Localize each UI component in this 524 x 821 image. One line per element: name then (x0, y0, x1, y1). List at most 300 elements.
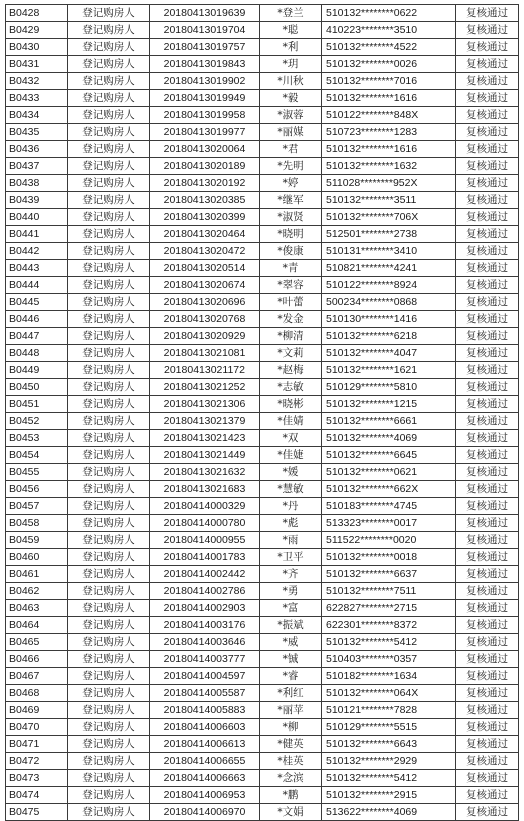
buyer-type-cell: 登记购房人 (68, 736, 150, 753)
table-row (6, 260, 519, 277)
registration-number-cell: 20180413019843 (150, 56, 260, 73)
name-cell: *继军 (260, 192, 322, 209)
serial-cell: B0448 (6, 345, 68, 362)
name-cell: *鹏 (260, 787, 322, 804)
table-row (6, 379, 519, 396)
serial-cell: B0469 (6, 702, 68, 719)
review-status-cell: 复核通过 (456, 532, 519, 549)
buyer-type-cell: 登记购房人 (68, 311, 150, 328)
table-row (6, 192, 519, 209)
review-status-cell: 复核通过 (456, 685, 519, 702)
serial-cell: B0442 (6, 243, 68, 260)
id-number-cell: 512501********2738 (322, 226, 456, 243)
table-row (6, 294, 519, 311)
table-row (6, 719, 519, 736)
buyer-type-cell: 登记购房人 (68, 56, 150, 73)
name-cell: *丽媒 (260, 124, 322, 141)
name-cell: *健英 (260, 736, 322, 753)
registration-number-cell: 20180413021449 (150, 447, 260, 464)
id-number-cell: 511522********0020 (322, 532, 456, 549)
name-cell: *丹 (260, 498, 322, 515)
buyer-type-cell: 登记购房人 (68, 498, 150, 515)
table-row (6, 311, 519, 328)
serial-cell: B0455 (6, 464, 68, 481)
registration-number-cell: 20180414004597 (150, 668, 260, 685)
serial-cell: B0462 (6, 583, 68, 600)
id-number-cell: 510132********0621 (322, 464, 456, 481)
name-cell: *慧敏 (260, 481, 322, 498)
id-number-cell: 510182********1634 (322, 668, 456, 685)
buyer-type-cell: 登记购房人 (68, 73, 150, 90)
serial-cell: B0429 (6, 22, 68, 39)
id-number-cell: 510132********4522 (322, 39, 456, 56)
table-row (6, 413, 519, 430)
buyer-type-cell: 登记购房人 (68, 90, 150, 107)
table-row (6, 481, 519, 498)
table-row (6, 515, 519, 532)
id-number-cell: 510723********1283 (322, 124, 456, 141)
buyer-type-cell: 登记购房人 (68, 413, 150, 430)
buyer-type-cell: 登记购房人 (68, 481, 150, 498)
serial-cell: B0440 (6, 209, 68, 226)
review-status-cell: 复核通过 (456, 566, 519, 583)
id-number-cell: 510132********2915 (322, 787, 456, 804)
serial-cell: B0454 (6, 447, 68, 464)
table-row (6, 22, 519, 39)
name-cell: *睿 (260, 668, 322, 685)
buyer-type-cell: 登记购房人 (68, 175, 150, 192)
buyer-type-cell: 登记购房人 (68, 294, 150, 311)
review-status-cell: 复核通过 (456, 107, 519, 124)
table-row (6, 702, 519, 719)
id-number-cell: 510183********4745 (322, 498, 456, 515)
name-cell: *先明 (260, 158, 322, 175)
table-row (6, 345, 519, 362)
id-number-cell: 510132********0018 (322, 549, 456, 566)
serial-cell: B0472 (6, 753, 68, 770)
serial-cell: B0468 (6, 685, 68, 702)
review-status-cell: 复核通过 (456, 124, 519, 141)
serial-cell: B0459 (6, 532, 68, 549)
buyer-type-cell: 登记购房人 (68, 787, 150, 804)
name-cell: *晓明 (260, 226, 322, 243)
table-row (6, 328, 519, 345)
id-number-cell: 510132********6637 (322, 566, 456, 583)
id-number-cell: 622301********8372 (322, 617, 456, 634)
serial-cell: B0450 (6, 379, 68, 396)
id-number-cell: 510132********4047 (322, 345, 456, 362)
name-cell: *利 (260, 39, 322, 56)
review-status-cell: 复核通过 (456, 583, 519, 600)
buyer-type-cell: 登记购房人 (68, 685, 150, 702)
serial-cell: B0444 (6, 277, 68, 294)
id-number-cell: 510132********0026 (322, 56, 456, 73)
id-number-cell: 510132********5412 (322, 634, 456, 651)
buyer-type-cell: 登记购房人 (68, 22, 150, 39)
review-status-cell: 复核通过 (456, 600, 519, 617)
registration-number-cell: 20180413021306 (150, 396, 260, 413)
serial-cell: B0439 (6, 192, 68, 209)
registration-number-cell: 20180414002903 (150, 600, 260, 617)
buyer-type-cell: 登记购房人 (68, 464, 150, 481)
id-number-cell: 510821********4241 (322, 260, 456, 277)
name-cell: *彪 (260, 515, 322, 532)
id-number-cell: 500234********0868 (322, 294, 456, 311)
serial-cell: B0428 (6, 5, 68, 22)
serial-cell: B0466 (6, 651, 68, 668)
registration-number-cell: 20180413021252 (150, 379, 260, 396)
serial-cell: B0453 (6, 430, 68, 447)
table-row (6, 175, 519, 192)
registration-number-cell: 20180414006970 (150, 804, 260, 821)
name-cell: *晓彬 (260, 396, 322, 413)
registration-number-cell: 20180414005883 (150, 702, 260, 719)
table-row (6, 634, 519, 651)
registration-number-cell: 20180413021632 (150, 464, 260, 481)
id-number-cell: 510132********1616 (322, 141, 456, 158)
table-row (6, 277, 519, 294)
table-row (6, 464, 519, 481)
id-number-cell: 510129********5515 (322, 719, 456, 736)
registration-number-cell: 20180413019704 (150, 22, 260, 39)
buyer-type-cell: 登记购房人 (68, 515, 150, 532)
review-status-cell: 复核通过 (456, 787, 519, 804)
name-cell: *翠容 (260, 277, 322, 294)
registration-number-cell: 20180413019902 (150, 73, 260, 90)
table-row (6, 124, 519, 141)
review-status-cell: 复核通过 (456, 192, 519, 209)
serial-cell: B0467 (6, 668, 68, 685)
id-number-cell: 511028********952X (322, 175, 456, 192)
table-row (6, 787, 519, 804)
serial-cell: B0452 (6, 413, 68, 430)
review-status-cell: 复核通过 (456, 158, 519, 175)
name-cell: *文莉 (260, 345, 322, 362)
buyer-type-cell: 登记购房人 (68, 362, 150, 379)
review-status-cell: 复核通过 (456, 345, 519, 362)
id-number-cell: 622827********2715 (322, 600, 456, 617)
buyer-type-cell: 登记购房人 (68, 668, 150, 685)
review-status-cell: 复核通过 (456, 73, 519, 90)
registration-number-cell: 20180414006655 (150, 753, 260, 770)
registration-number-cell: 20180413020192 (150, 175, 260, 192)
table-row (6, 498, 519, 515)
buyer-type-cell: 登记购房人 (68, 158, 150, 175)
registration-number-cell: 20180414005587 (150, 685, 260, 702)
name-cell: *发金 (260, 311, 322, 328)
name-cell: *聪 (260, 22, 322, 39)
registration-number-cell: 20180414001783 (150, 549, 260, 566)
id-number-cell: 510132********3511 (322, 192, 456, 209)
id-number-cell: 410223********3510 (322, 22, 456, 39)
id-number-cell: 513323********0017 (322, 515, 456, 532)
id-number-cell: 510132********6661 (322, 413, 456, 430)
name-cell: *卫平 (260, 549, 322, 566)
serial-cell: B0461 (6, 566, 68, 583)
buyer-type-cell: 登记购房人 (68, 243, 150, 260)
registration-number-cell: 20180414000780 (150, 515, 260, 532)
registration-number-cell: 20180413021423 (150, 430, 260, 447)
name-cell: *振斌 (260, 617, 322, 634)
serial-cell: B0447 (6, 328, 68, 345)
table-row (6, 804, 519, 821)
buyer-type-cell: 登记购房人 (68, 430, 150, 447)
table-row (6, 685, 519, 702)
name-cell: *叶蕾 (260, 294, 322, 311)
name-cell: *雨 (260, 532, 322, 549)
buyer-type-cell: 登记购房人 (68, 124, 150, 141)
table-row (6, 566, 519, 583)
serial-cell: B0456 (6, 481, 68, 498)
table-row (6, 532, 519, 549)
registration-number-cell: 20180413020514 (150, 260, 260, 277)
review-status-cell: 复核通过 (456, 56, 519, 73)
serial-cell: B0465 (6, 634, 68, 651)
buyer-type-cell: 登记购房人 (68, 770, 150, 787)
table-row (6, 770, 519, 787)
review-status-cell: 复核通过 (456, 277, 519, 294)
review-status-cell: 复核通过 (456, 804, 519, 821)
buyer-type-cell: 登记购房人 (68, 634, 150, 651)
review-status-cell: 复核通过 (456, 481, 519, 498)
buyer-type-cell: 登记购房人 (68, 277, 150, 294)
serial-cell: B0445 (6, 294, 68, 311)
registration-number-cell: 20180414006663 (150, 770, 260, 787)
review-status-cell: 复核通过 (456, 362, 519, 379)
buyer-type-cell: 登记购房人 (68, 617, 150, 634)
table-row (6, 617, 519, 634)
id-number-cell: 510132********7511 (322, 583, 456, 600)
table-row (6, 753, 519, 770)
table-row (6, 362, 519, 379)
name-cell: *桂英 (260, 753, 322, 770)
serial-cell: B0432 (6, 73, 68, 90)
registration-number-cell: 20180413020696 (150, 294, 260, 311)
registration-number-cell: 20180413020472 (150, 243, 260, 260)
registration-number-cell: 20180413020399 (150, 209, 260, 226)
id-number-cell: 510132********1215 (322, 396, 456, 413)
review-status-cell: 复核通过 (456, 617, 519, 634)
serial-cell: B0470 (6, 719, 68, 736)
buyer-type-cell: 登记购房人 (68, 583, 150, 600)
id-number-cell: 510132********1616 (322, 90, 456, 107)
table-row (6, 396, 519, 413)
buyer-type-cell: 登记购房人 (68, 107, 150, 124)
table-row (6, 583, 519, 600)
buyer-type-cell: 登记购房人 (68, 5, 150, 22)
serial-cell: B0437 (6, 158, 68, 175)
review-status-cell: 复核通过 (456, 651, 519, 668)
buyer-type-cell: 登记购房人 (68, 260, 150, 277)
id-number-cell: 510122********8924 (322, 277, 456, 294)
table-row (6, 651, 519, 668)
review-status-cell: 复核通过 (456, 39, 519, 56)
name-cell: *齐 (260, 566, 322, 583)
serial-cell: B0460 (6, 549, 68, 566)
review-status-cell: 复核通过 (456, 396, 519, 413)
buyer-type-cell: 登记购房人 (68, 39, 150, 56)
review-status-cell: 复核通过 (456, 634, 519, 651)
registration-number-cell: 20180413019977 (150, 124, 260, 141)
serial-cell: B0434 (6, 107, 68, 124)
table-row (6, 736, 519, 753)
registration-number-cell: 20180413020768 (150, 311, 260, 328)
name-cell: *俊康 (260, 243, 322, 260)
registration-number-cell: 20180414006603 (150, 719, 260, 736)
id-number-cell: 510121********7828 (322, 702, 456, 719)
buyer-type-cell: 登记购房人 (68, 226, 150, 243)
serial-cell: B0436 (6, 141, 68, 158)
registration-number-cell: 20180413020064 (150, 141, 260, 158)
serial-cell: B0443 (6, 260, 68, 277)
table-row (6, 430, 519, 447)
id-number-cell: 510132********6218 (322, 328, 456, 345)
registration-number-cell: 20180413020464 (150, 226, 260, 243)
id-number-cell: 510132********1632 (322, 158, 456, 175)
serial-cell: B0474 (6, 787, 68, 804)
registration-number-cell: 20180413019949 (150, 90, 260, 107)
review-status-cell: 复核通过 (456, 175, 519, 192)
review-status-cell: 复核通过 (456, 770, 519, 787)
id-number-cell: 510132********6645 (322, 447, 456, 464)
name-cell: *毅 (260, 90, 322, 107)
buyer-type-cell: 登记购房人 (68, 532, 150, 549)
serial-cell: B0451 (6, 396, 68, 413)
review-status-cell: 复核通过 (456, 702, 519, 719)
registration-number-cell: 20180414003646 (150, 634, 260, 651)
name-cell: *柳清 (260, 328, 322, 345)
buyer-review-table (5, 4, 519, 821)
table-row (6, 141, 519, 158)
table-row (6, 90, 519, 107)
review-status-cell: 复核通过 (456, 209, 519, 226)
buyer-type-cell: 登记购房人 (68, 209, 150, 226)
serial-cell: B0473 (6, 770, 68, 787)
registration-number-cell: 20180413019958 (150, 107, 260, 124)
registration-number-cell: 20180413021081 (150, 345, 260, 362)
name-cell: *君 (260, 141, 322, 158)
table-row (6, 39, 519, 56)
registration-number-cell: 20180414006953 (150, 787, 260, 804)
table-row (6, 158, 519, 175)
id-number-cell: 510132********7016 (322, 73, 456, 90)
name-cell: *念滨 (260, 770, 322, 787)
table-row (6, 209, 519, 226)
serial-cell: B0464 (6, 617, 68, 634)
serial-cell: B0441 (6, 226, 68, 243)
review-status-cell: 复核通过 (456, 379, 519, 396)
name-cell: *威 (260, 634, 322, 651)
name-cell: *川秋 (260, 73, 322, 90)
id-number-cell: 510132********662X (322, 481, 456, 498)
registration-number-cell: 20180413019757 (150, 39, 260, 56)
review-status-cell: 复核通过 (456, 311, 519, 328)
id-number-cell: 510132********1621 (322, 362, 456, 379)
table-row (6, 668, 519, 685)
table-row (6, 107, 519, 124)
registration-number-cell: 20180414003777 (150, 651, 260, 668)
buyer-type-cell: 登记购房人 (68, 379, 150, 396)
name-cell: *富 (260, 600, 322, 617)
review-status-cell: 复核通过 (456, 5, 519, 22)
review-status-cell: 复核通过 (456, 668, 519, 685)
id-number-cell: 510132********2929 (322, 753, 456, 770)
registration-number-cell: 20180414002442 (150, 566, 260, 583)
serial-cell: B0449 (6, 362, 68, 379)
registration-number-cell: 20180414003176 (150, 617, 260, 634)
review-status-cell: 复核通过 (456, 464, 519, 481)
id-number-cell: 510132********5412 (322, 770, 456, 787)
name-cell: *玥 (260, 56, 322, 73)
id-number-cell: 510403********0357 (322, 651, 456, 668)
buyer-type-cell: 登记购房人 (68, 328, 150, 345)
review-status-cell: 复核通过 (456, 22, 519, 39)
name-cell: *勇 (260, 583, 322, 600)
table-row (6, 600, 519, 617)
name-cell: *双 (260, 430, 322, 447)
serial-cell: B0438 (6, 175, 68, 192)
registration-number-cell: 20180414000329 (150, 498, 260, 515)
buyer-type-cell: 登记购房人 (68, 719, 150, 736)
name-cell: *淑贤 (260, 209, 322, 226)
table-row (6, 226, 519, 243)
buyer-type-cell: 登记购房人 (68, 447, 150, 464)
table-row (6, 243, 519, 260)
name-cell: *丽苹 (260, 702, 322, 719)
serial-cell: B0433 (6, 90, 68, 107)
buyer-type-cell: 登记购房人 (68, 753, 150, 770)
buyer-type-cell: 登记购房人 (68, 651, 150, 668)
review-status-cell: 复核通过 (456, 243, 519, 260)
registration-number-cell: 20180413020674 (150, 277, 260, 294)
id-number-cell: 510129********5810 (322, 379, 456, 396)
review-status-cell: 复核通过 (456, 447, 519, 464)
registration-number-cell: 20180413019639 (150, 5, 260, 22)
review-status-cell: 复核通过 (456, 549, 519, 566)
table-row (6, 447, 519, 464)
registration-number-cell: 20180414000955 (150, 532, 260, 549)
name-cell: *淑蓉 (260, 107, 322, 124)
id-number-cell: 510132********064X (322, 685, 456, 702)
buyer-type-cell: 登记购房人 (68, 804, 150, 821)
buyer-type-cell: 登记购房人 (68, 396, 150, 413)
name-cell: *佳婧 (260, 413, 322, 430)
review-status-cell: 复核通过 (456, 226, 519, 243)
registration-number-cell: 20180414002786 (150, 583, 260, 600)
buyer-type-cell: 登记购房人 (68, 566, 150, 583)
buyer-type-cell: 登记购房人 (68, 549, 150, 566)
registration-number-cell: 20180413020189 (150, 158, 260, 175)
id-number-cell: 510132********0622 (322, 5, 456, 22)
buyer-type-cell: 登记购房人 (68, 600, 150, 617)
name-cell: *赵梅 (260, 362, 322, 379)
serial-cell: B0446 (6, 311, 68, 328)
review-status-cell: 复核通过 (456, 294, 519, 311)
review-status-cell: 复核通过 (456, 90, 519, 107)
name-cell: *登兰 (260, 5, 322, 22)
serial-cell: B0471 (6, 736, 68, 753)
review-status-cell: 复核通过 (456, 515, 519, 532)
table-row (6, 56, 519, 73)
buyer-type-cell: 登记购房人 (68, 192, 150, 209)
registration-number-cell: 20180413020929 (150, 328, 260, 345)
name-cell: *柳 (260, 719, 322, 736)
review-status-cell: 复核通过 (456, 260, 519, 277)
serial-cell: B0475 (6, 804, 68, 821)
registration-number-cell: 20180413020385 (150, 192, 260, 209)
id-number-cell: 510132********4069 (322, 430, 456, 447)
table-row (6, 73, 519, 90)
